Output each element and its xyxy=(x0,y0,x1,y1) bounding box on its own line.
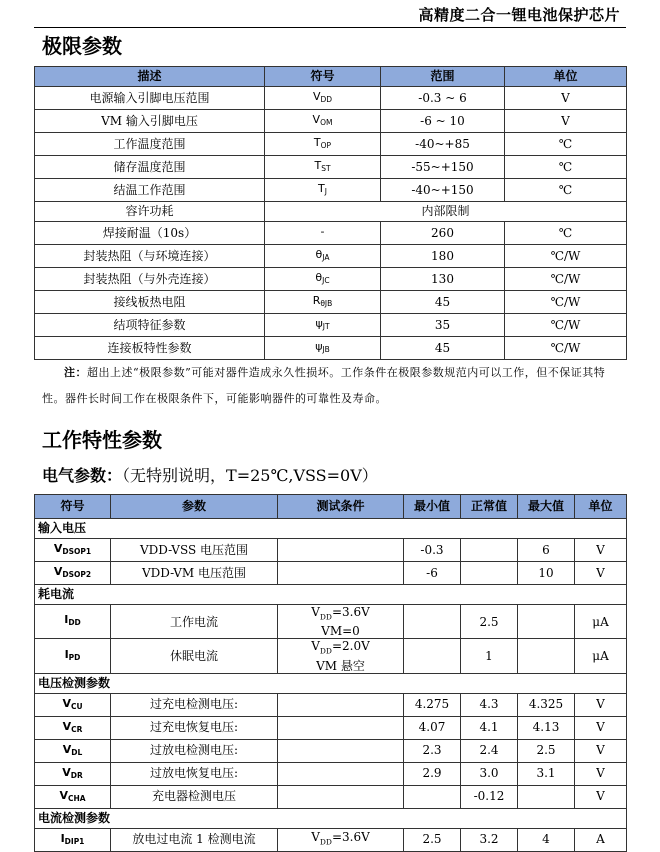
condition-value: =3.6V xyxy=(331,830,370,845)
min-cell: 4.275 xyxy=(404,693,461,716)
symbol: V xyxy=(62,742,72,756)
section-row xyxy=(35,673,627,693)
header-typ: 正常值 xyxy=(461,495,518,519)
desc-cell: 封装热阻（与环境连接） xyxy=(35,245,265,268)
test-condition-cell xyxy=(278,693,404,716)
symbol-cell xyxy=(35,605,111,639)
range-cell: 45 xyxy=(381,291,505,314)
condition-symbol: V xyxy=(311,639,320,654)
electrical-params-condition: （无特别说明，T=25℃,VSS=0V） xyxy=(122,466,378,485)
symbol-cell xyxy=(35,693,111,716)
max-cell: 4.325 xyxy=(518,693,575,716)
characteristics-header-row xyxy=(35,495,627,519)
header-desc: 描述 xyxy=(35,67,265,87)
symbol-subscript: OM xyxy=(320,118,333,127)
section-title-cell: 电压检测参数 xyxy=(35,673,627,693)
range-cell: 180 xyxy=(381,245,505,268)
absolute-max-row xyxy=(35,133,627,156)
typ-cell xyxy=(461,562,518,585)
desc-cell: 工作温度范围 xyxy=(35,133,265,156)
section-row xyxy=(35,585,627,605)
desc-cell: VM 输入引脚电压 xyxy=(35,110,265,133)
symbol-subscript: CR xyxy=(71,724,83,734)
test-condition-line xyxy=(278,830,403,849)
absolute-max-row xyxy=(35,110,627,133)
unit-cell: μA xyxy=(575,605,627,639)
warning-note xyxy=(42,360,624,412)
document-header-title: 高精度二合一锂电池保护芯片 xyxy=(418,6,620,24)
desc-cell: 电源输入引脚电压范围 xyxy=(35,87,265,110)
symbol-cell xyxy=(265,337,381,360)
range-cell: 130 xyxy=(381,268,505,291)
parameter-cell: 放电过电流 1 检测电流 xyxy=(111,828,278,851)
absolute-max-row xyxy=(35,314,627,337)
typ-cell: 3.2 xyxy=(461,828,518,851)
characteristic-row xyxy=(35,639,627,673)
absolute-max-row xyxy=(35,202,627,222)
symbol-subscript: DD xyxy=(320,95,333,104)
test-condition-cell xyxy=(278,562,404,585)
symbol: R xyxy=(312,294,321,308)
parameter-cell: 过放电恢复电压: xyxy=(111,762,278,785)
symbol-cell xyxy=(265,110,381,133)
section-title-cell: 输入电压 xyxy=(35,519,627,539)
symbol-subscript: JB xyxy=(322,345,330,355)
test-condition-cell xyxy=(278,828,404,851)
characteristic-row xyxy=(35,562,627,585)
characteristic-row xyxy=(35,785,627,808)
typ-cell: 2.4 xyxy=(461,739,518,762)
test-condition-line xyxy=(278,605,403,624)
max-cell: 2.5 xyxy=(518,739,575,762)
test-condition-line-2: VM=0 xyxy=(321,624,360,639)
symbol: V xyxy=(62,696,71,710)
min-cell: 2.5 xyxy=(404,828,461,851)
symbol: θ xyxy=(315,271,323,285)
symbol: - xyxy=(320,225,325,239)
symbol: V xyxy=(53,542,63,555)
unit-cell: ℃ xyxy=(505,222,627,245)
parameter-cell: 过充电检测电压: xyxy=(111,693,278,716)
condition-subscript: DD xyxy=(319,612,332,622)
absolute-max-table xyxy=(34,66,627,360)
symbol-cell xyxy=(35,539,111,562)
max-cell xyxy=(518,605,575,639)
max-cell xyxy=(518,639,575,673)
absolute-max-row xyxy=(35,179,627,202)
symbol-subscript: DSOP1 xyxy=(62,547,92,556)
merged-value-cell: 内部限制 xyxy=(265,202,627,222)
parameter-cell: 休眠电流 xyxy=(111,639,278,673)
unit-cell: V xyxy=(575,762,627,785)
unit-cell: ℃ xyxy=(505,179,627,202)
unit-cell: V xyxy=(575,562,627,585)
characteristic-row xyxy=(35,693,627,716)
symbol-cell xyxy=(35,762,111,785)
symbol-cell xyxy=(265,133,381,156)
header-max: 最大值 xyxy=(518,495,575,519)
absolute-max-row xyxy=(35,156,627,179)
symbol-subscript: DSOP2 xyxy=(62,570,92,579)
parameter-cell: 工作电流 xyxy=(111,605,278,639)
max-cell: 4.13 xyxy=(518,716,575,739)
symbol-subscript: ST xyxy=(321,164,331,173)
condition-symbol: V xyxy=(311,605,320,619)
min-cell xyxy=(404,605,461,639)
range-cell: -0.3 ~ 6 xyxy=(381,87,505,110)
absolute-max-row xyxy=(35,245,627,268)
symbol: V xyxy=(62,765,71,779)
desc-cell: 连接板特性参数 xyxy=(35,337,265,360)
symbol-subscript: DIP1 xyxy=(64,836,85,846)
unit-cell: ℃/W xyxy=(505,291,627,314)
characteristic-row xyxy=(35,762,627,785)
absolute-max-row xyxy=(35,222,627,245)
unit-cell: ℃/W xyxy=(505,268,627,291)
symbol: V xyxy=(312,90,321,103)
absolute-max-row xyxy=(35,87,627,110)
symbol-subscript: OP xyxy=(320,141,332,150)
symbol-subscript: JC xyxy=(322,276,330,286)
unit-cell: ℃/W xyxy=(505,337,627,360)
min-cell: 4.07 xyxy=(404,716,461,739)
typ-cell: 2.5 xyxy=(461,605,518,639)
header-symbol: 符号 xyxy=(265,67,381,87)
parameter-cell: VDD-VM 电压范围 xyxy=(111,562,278,585)
test-condition-cell xyxy=(278,762,404,785)
symbol-subscript: PD xyxy=(68,652,81,662)
symbol-subscript: DR xyxy=(70,770,83,780)
symbol-cell xyxy=(265,179,381,202)
symbol-subscript: DD xyxy=(68,618,81,628)
characteristic-row xyxy=(35,605,627,639)
symbol-cell xyxy=(265,87,381,110)
unit-cell: ℃ xyxy=(505,156,627,179)
symbol-cell xyxy=(35,639,111,673)
section-row xyxy=(35,808,627,828)
characteristic-row xyxy=(35,739,627,762)
desc-cell: 焊接耐温（10s） xyxy=(35,222,265,245)
symbol-subscript: DL xyxy=(71,747,83,757)
symbol-cell xyxy=(35,716,111,739)
desc-cell: 容许功耗 xyxy=(35,202,265,222)
header-test-condition: 测试条件 xyxy=(278,495,404,519)
symbol-cell xyxy=(265,245,381,268)
header-rule xyxy=(34,27,626,28)
typ-cell xyxy=(461,539,518,562)
desc-cell: 结项特征参数 xyxy=(35,314,265,337)
desc-cell: 储存温度范围 xyxy=(35,156,265,179)
electrical-characteristics-table xyxy=(34,494,627,852)
desc-cell: 封装热阻（与外壳连接） xyxy=(35,268,265,291)
symbol-subscript: CHA xyxy=(67,793,86,803)
header-symbol: 符号 xyxy=(35,495,111,519)
unit-cell: V xyxy=(575,693,627,716)
symbol: V xyxy=(62,719,72,733)
characteristic-row xyxy=(35,828,627,851)
test-condition-cell xyxy=(278,605,404,639)
test-condition-line xyxy=(278,639,403,658)
symbol-subscript: J xyxy=(324,187,327,196)
unit-cell: V xyxy=(575,539,627,562)
characteristic-row xyxy=(35,539,627,562)
unit-cell: V xyxy=(575,739,627,762)
header-parameter: 参数 xyxy=(111,495,278,519)
range-cell: -40~+85 xyxy=(381,133,505,156)
section-title-operating-characteristics: 工作特性参数 xyxy=(42,428,162,452)
symbol-subscript: JT xyxy=(322,322,330,332)
unit-cell: μA xyxy=(575,639,627,673)
unit-cell: ℃ xyxy=(505,133,627,156)
symbol-cell xyxy=(265,314,381,337)
range-cell: -40~+150 xyxy=(381,179,505,202)
min-cell: -6 xyxy=(404,562,461,585)
condition-value: =2.0V xyxy=(331,639,370,654)
range-cell: -55~+150 xyxy=(381,156,505,179)
typ-cell: -0.12 xyxy=(461,785,518,808)
note-text: 超出上述“极限参数”可能对器件造成永久性损坏。工作条件在极限参数规范内可以工作，但不保证其特性。器件长时间工作在极限条件下，可能影响器件的可靠性及寿命。 xyxy=(42,366,606,405)
unit-cell: V xyxy=(575,785,627,808)
electrical-params-heading xyxy=(42,463,378,486)
test-condition-cell xyxy=(278,739,404,762)
symbol: T xyxy=(318,182,325,195)
symbol-cell xyxy=(265,268,381,291)
symbol-subscript: JA xyxy=(322,253,330,263)
symbol-subscript: θJB xyxy=(320,299,333,309)
symbol-cell xyxy=(35,828,111,851)
symbol: I xyxy=(64,613,69,627)
symbol-cell xyxy=(265,291,381,314)
absolute-max-header-row xyxy=(35,67,627,87)
symbol: ψ xyxy=(315,340,323,354)
symbol-cell xyxy=(265,222,381,245)
range-cell: -6 ~ 10 xyxy=(381,110,505,133)
typ-cell: 4.3 xyxy=(461,693,518,716)
desc-cell: 接线板热电阻 xyxy=(35,291,265,314)
max-cell: 3.1 xyxy=(518,762,575,785)
condition-value: =3.6V xyxy=(331,605,370,619)
absolute-max-row xyxy=(35,337,627,360)
min-cell: 2.3 xyxy=(404,739,461,762)
range-cell: 45 xyxy=(381,337,505,360)
typ-cell: 3.0 xyxy=(461,762,518,785)
header-unit: 单位 xyxy=(505,67,627,87)
condition-symbol: V xyxy=(311,830,320,845)
note-label: 注： xyxy=(64,366,87,379)
header-range: 范围 xyxy=(381,67,505,87)
typ-cell: 1 xyxy=(461,639,518,673)
min-cell xyxy=(404,785,461,808)
max-cell: 6 xyxy=(518,539,575,562)
condition-subscript: DD xyxy=(319,646,332,656)
characteristic-row xyxy=(35,716,627,739)
max-cell: 4 xyxy=(518,828,575,851)
symbol: I xyxy=(64,647,69,661)
symbol: T xyxy=(314,159,322,172)
range-cell: 260 xyxy=(381,222,505,245)
symbol: V xyxy=(59,788,68,802)
typ-cell: 4.1 xyxy=(461,716,518,739)
test-condition-cell xyxy=(278,716,404,739)
test-condition-line-2: VM 悬空 xyxy=(316,658,365,673)
section-title-cell: 电流检测参数 xyxy=(35,808,627,828)
unit-cell: V xyxy=(505,110,627,133)
symbol: V xyxy=(53,565,63,578)
symbol: ψ xyxy=(315,317,323,331)
max-cell: 10 xyxy=(518,562,575,585)
symbol-cell xyxy=(35,562,111,585)
header-unit: 单位 xyxy=(575,495,627,519)
max-cell xyxy=(518,785,575,808)
symbol-cell xyxy=(35,739,111,762)
min-cell: -0.3 xyxy=(404,539,461,562)
section-title-absolute-max: 极限参数 xyxy=(42,34,122,58)
section-title-cell: 耗电流 xyxy=(35,585,627,605)
min-cell: 2.9 xyxy=(404,762,461,785)
test-condition-cell xyxy=(278,639,404,673)
parameter-cell: 过放电检测电压: xyxy=(111,739,278,762)
symbol-cell xyxy=(265,156,381,179)
unit-cell: V xyxy=(575,716,627,739)
parameter-cell: 过充电恢复电压: xyxy=(111,716,278,739)
symbol-cell xyxy=(35,785,111,808)
test-condition-cell xyxy=(278,539,404,562)
desc-cell: 结温工作范围 xyxy=(35,179,265,202)
symbol-subscript: CU xyxy=(70,701,83,711)
min-cell xyxy=(404,639,461,673)
parameter-cell: 充电器检测电压 xyxy=(111,785,278,808)
unit-cell: ℃/W xyxy=(505,245,627,268)
absolute-max-row xyxy=(35,268,627,291)
electrical-params-label: 电气参数： xyxy=(42,466,123,485)
absolute-max-row xyxy=(35,291,627,314)
unit-cell: A xyxy=(575,828,627,851)
symbol: θ xyxy=(315,248,323,262)
unit-cell: ℃/W xyxy=(505,314,627,337)
symbol: V xyxy=(312,113,321,126)
unit-cell: V xyxy=(505,87,627,110)
range-cell: 35 xyxy=(381,314,505,337)
section-row xyxy=(35,519,627,539)
header-min: 最小值 xyxy=(404,495,461,519)
condition-subscript: DD xyxy=(319,837,332,847)
test-condition-cell xyxy=(278,785,404,808)
parameter-cell: VDD-VSS 电压范围 xyxy=(111,539,278,562)
symbol: T xyxy=(313,136,321,149)
symbol: I xyxy=(60,831,65,845)
